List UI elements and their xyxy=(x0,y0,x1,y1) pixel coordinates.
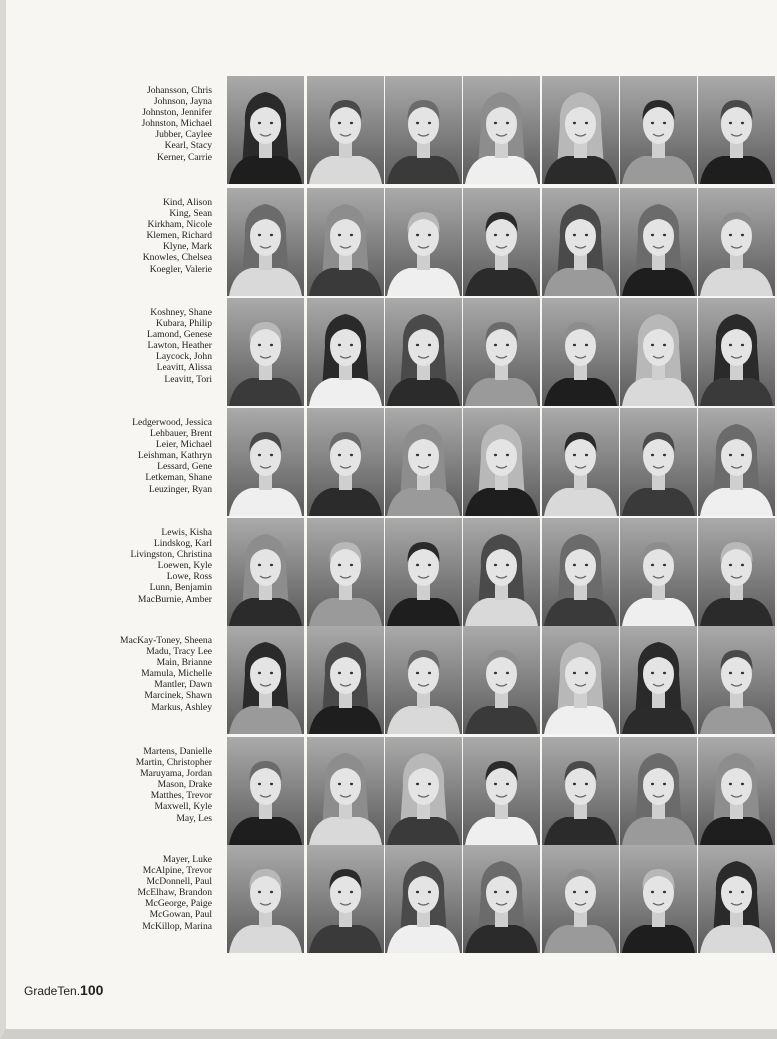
student-photo xyxy=(307,408,384,516)
student-photo xyxy=(698,737,775,845)
footer-section: GradeTen. xyxy=(24,984,81,998)
student-photo xyxy=(698,298,775,406)
student-name: Lewis, Kisha xyxy=(161,527,212,538)
student-name: Markus, Ashley xyxy=(151,701,212,713)
student-row xyxy=(0,408,777,516)
student-name: Maruyama, Jordan xyxy=(140,768,212,780)
student-photo xyxy=(463,76,540,184)
student-name: Jubber, Caylee xyxy=(155,129,212,141)
student-photo xyxy=(463,408,540,516)
student-photo xyxy=(463,518,540,626)
student-name: Lehbauer, Brent xyxy=(150,428,212,440)
student-photo xyxy=(307,845,384,953)
student-name: Leavitt, Tori xyxy=(164,373,212,385)
student-name: Letkeman, Shane xyxy=(145,472,212,484)
student-name: Kind, Alison xyxy=(162,197,212,208)
student-name: Lindskog, Karl xyxy=(153,538,212,550)
student-photo xyxy=(227,298,304,406)
student-name: Leuzinger, Ryan xyxy=(148,483,212,495)
student-photo xyxy=(227,408,304,516)
student-name: Klyne, Mark xyxy=(162,241,212,253)
student-photo xyxy=(307,188,384,296)
student-name: Kerner, Carrie xyxy=(156,151,212,163)
student-name: Leishman, Kathryn xyxy=(137,450,212,462)
student-name: McElhaw, Brandon xyxy=(137,887,212,899)
student-photo xyxy=(620,737,697,845)
name-list xyxy=(40,307,212,385)
student-photo xyxy=(307,737,384,845)
student-row xyxy=(0,737,777,845)
student-photo xyxy=(542,188,619,296)
name-list xyxy=(40,527,212,605)
student-name: Madu, Tracy Lee xyxy=(146,646,212,658)
student-photo xyxy=(620,298,697,406)
student-name: MacKay-Toney, Sheena xyxy=(120,635,212,646)
student-photo xyxy=(620,408,697,516)
student-photo xyxy=(463,845,540,953)
student-photo xyxy=(698,518,775,626)
student-photo xyxy=(385,518,462,626)
student-photo xyxy=(542,518,619,626)
student-name: McKillop, Marina xyxy=(142,920,212,932)
student-name: Ledgerwood, Jessica xyxy=(132,417,212,428)
student-photo xyxy=(227,737,304,845)
student-name: Johnson, Jayna xyxy=(153,96,212,108)
student-name: Lunn, Benjamin xyxy=(149,582,212,594)
student-photo xyxy=(227,845,304,953)
student-photo xyxy=(542,737,619,845)
student-name: Lowe, Ross xyxy=(166,571,212,583)
student-photo xyxy=(227,188,304,296)
student-photo xyxy=(463,737,540,845)
name-list xyxy=(40,746,212,824)
student-photo xyxy=(620,845,697,953)
student-photo xyxy=(542,845,619,953)
student-photo xyxy=(385,76,462,184)
student-name: Johnston, Michael xyxy=(141,118,212,130)
student-photo xyxy=(385,626,462,734)
student-name: Loewen, Kyle xyxy=(157,560,212,572)
student-photo xyxy=(542,76,619,184)
student-photo xyxy=(542,298,619,406)
student-name: Leavitt, Alissa xyxy=(156,362,212,374)
student-photo xyxy=(307,626,384,734)
student-photo xyxy=(227,518,304,626)
student-photo xyxy=(620,188,697,296)
student-row xyxy=(0,518,777,626)
name-list xyxy=(40,197,212,275)
student-photo xyxy=(385,737,462,845)
student-row xyxy=(0,626,777,734)
student-name: Lessard, Gene xyxy=(157,461,212,473)
student-photo xyxy=(542,408,619,516)
student-name: Koegler, Valerie xyxy=(149,263,212,275)
student-photo xyxy=(385,298,462,406)
student-name: MacBurnie, Amber xyxy=(137,593,212,605)
student-name: Main, Brianne xyxy=(156,657,212,669)
name-list xyxy=(40,417,212,495)
student-photo xyxy=(307,76,384,184)
student-name: Kearl, Stacy xyxy=(164,140,212,152)
student-photo xyxy=(542,626,619,734)
name-list xyxy=(40,854,212,932)
student-photo xyxy=(463,298,540,406)
student-name: Matthes, Trevor xyxy=(150,790,212,802)
student-name: Lawton, Heather xyxy=(147,340,212,352)
student-name: Mayer, Luke xyxy=(162,854,212,865)
student-photo xyxy=(385,188,462,296)
student-photo xyxy=(463,626,540,734)
name-list xyxy=(40,85,212,163)
student-photo xyxy=(698,76,775,184)
student-photo xyxy=(698,188,775,296)
student-name: Mason, Drake xyxy=(157,779,212,791)
student-photo xyxy=(307,518,384,626)
student-name: McGowan, Paul xyxy=(149,909,212,921)
student-row xyxy=(0,298,777,406)
student-name: Martin, Christopher xyxy=(135,757,212,769)
student-name: Klemen, Richard xyxy=(146,230,212,242)
student-photo xyxy=(463,188,540,296)
student-photo xyxy=(698,845,775,953)
page-number: 100 xyxy=(80,982,104,998)
student-name: Mantler, Dawn xyxy=(154,679,212,691)
student-name: Laycock, John xyxy=(156,351,212,363)
student-photo xyxy=(307,298,384,406)
student-name: Livingston, Christina xyxy=(130,549,212,561)
name-list xyxy=(40,635,212,713)
student-photo xyxy=(227,76,304,184)
student-photo xyxy=(620,626,697,734)
student-name: King, Sean xyxy=(169,208,212,220)
student-name: McGeorge, Paige xyxy=(145,898,212,910)
student-row xyxy=(0,845,777,953)
student-name: Knowles, Chelsea xyxy=(142,252,212,264)
student-photo xyxy=(385,408,462,516)
student-name: McDonnell, Paul xyxy=(146,876,212,888)
student-name: Lamond, Genese xyxy=(146,329,212,341)
student-name: Martens, Danielle xyxy=(143,746,212,757)
page-footer xyxy=(24,982,103,998)
student-name: Leier, Michael xyxy=(155,439,212,451)
student-name: Marcinek, Shawn xyxy=(144,690,212,702)
student-row xyxy=(0,76,777,184)
student-name: Johansson, Chris xyxy=(146,85,212,96)
student-name: Kirkham, Nicole xyxy=(147,219,212,231)
student-name: Kubara, Philip xyxy=(156,318,212,330)
student-photo xyxy=(698,626,775,734)
student-photo xyxy=(620,518,697,626)
student-photo xyxy=(227,626,304,734)
student-name: Mamula, Michelle xyxy=(141,668,212,680)
student-photo xyxy=(620,76,697,184)
student-row xyxy=(0,188,777,296)
student-name: Johnston, Jennifer xyxy=(142,107,212,119)
student-photo xyxy=(385,845,462,953)
student-name: Maxwell, Kyle xyxy=(154,801,212,813)
student-photo xyxy=(698,408,775,516)
student-name: McAlpine, Trevor xyxy=(142,865,212,877)
student-name: Koshney, Shane xyxy=(150,307,212,318)
student-name: May, Les xyxy=(176,812,212,824)
